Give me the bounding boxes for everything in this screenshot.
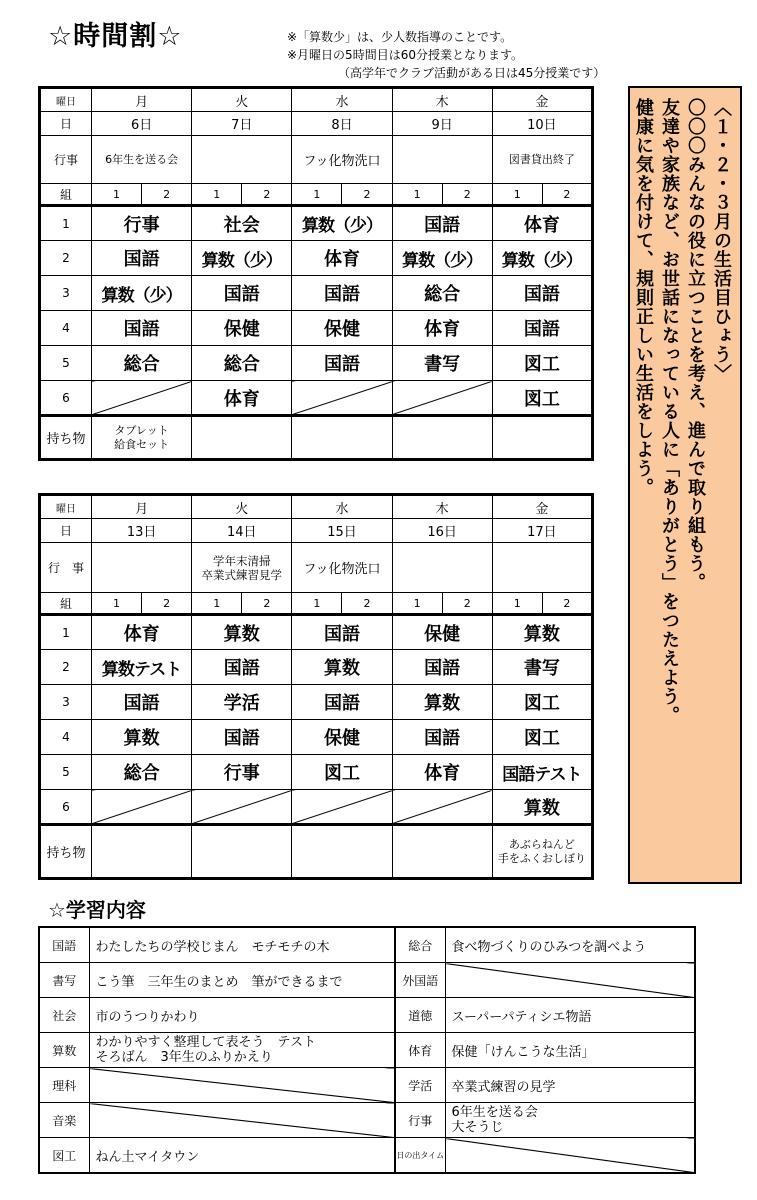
subject-cell: 体育 xyxy=(292,241,392,276)
event-cell xyxy=(392,543,492,593)
subject-cell: 国語 xyxy=(192,720,292,755)
date-label: 日 xyxy=(40,112,92,136)
subject-content: わたしたちの学校じまん モチモチの木 xyxy=(89,927,395,963)
content-row xyxy=(39,927,695,963)
group-cell: 2 xyxy=(342,593,392,615)
subject-cell: 保健 xyxy=(392,615,492,650)
subject-key: 学活 xyxy=(395,1068,445,1103)
subject-cell: 算数 xyxy=(292,650,392,685)
day-header: 木 xyxy=(392,495,492,519)
items-cell xyxy=(392,416,492,460)
subject-content: スーパーパティシエ物語 xyxy=(445,998,695,1033)
subject-cell: 学活 xyxy=(192,685,292,720)
group-cell: 2 xyxy=(442,593,492,615)
period-label: 6 xyxy=(40,381,92,416)
subject-cell: 図工 xyxy=(492,346,592,381)
group-cell: 1 xyxy=(192,593,242,615)
subject-cell: 算数テスト xyxy=(92,650,192,685)
subject-cell: 書写 xyxy=(492,650,592,685)
empty-slot-cell xyxy=(292,790,392,825)
section-title-learning: ☆学習内容 xyxy=(48,898,146,922)
empty-slot-cell xyxy=(292,381,392,416)
subject-cell: 算数 xyxy=(392,685,492,720)
page-title: ☆時間割☆ xyxy=(48,21,183,52)
group-label: 組 xyxy=(40,184,92,206)
event-cell: フッ化物洗口 xyxy=(292,136,392,184)
period-label: 1 xyxy=(40,206,92,241)
subject-key: 図工 xyxy=(39,1138,89,1174)
group-cell: 1 xyxy=(92,184,142,206)
group-cell: 1 xyxy=(492,593,542,615)
subject-cell: 国語 xyxy=(292,276,392,311)
group-cell: 1 xyxy=(392,593,442,615)
goal-line: 友達や家族など、お世話になっている人に「ありがとう」をつたえよう。 xyxy=(659,98,680,725)
empty-content-cell xyxy=(89,1068,395,1103)
subject-key: 算数 xyxy=(39,1033,89,1068)
event-cell xyxy=(392,136,492,184)
group-cell: 2 xyxy=(142,593,192,615)
weekday-label: 曜日 xyxy=(40,88,92,112)
group-cell: 2 xyxy=(342,184,392,206)
subject-content: 市のうつりかわり xyxy=(89,998,395,1033)
subject-cell: 行事 xyxy=(192,755,292,790)
period-label: 3 xyxy=(40,276,92,311)
items-cell xyxy=(292,825,392,879)
period-label: 4 xyxy=(40,720,92,755)
subject-cell: 国語 xyxy=(392,720,492,755)
subject-cell: 国語 xyxy=(92,311,192,346)
subject-content: こう筆 三年生のまとめ 筆ができるまで xyxy=(89,963,395,998)
subject-cell: 国語 xyxy=(92,685,192,720)
group-cell: 2 xyxy=(542,593,592,615)
subject-key: 総合 xyxy=(395,927,445,963)
subject-cell: 算数（少） xyxy=(292,206,392,241)
subject-cell: 国語 xyxy=(492,276,592,311)
group-cell: 2 xyxy=(142,184,192,206)
period-label: 3 xyxy=(40,685,92,720)
empty-slot-cell xyxy=(92,381,192,416)
date-cell: 16日 xyxy=(392,519,492,543)
life-goal-box xyxy=(628,86,742,884)
day-header: 火 xyxy=(192,495,292,519)
items-cell xyxy=(192,825,292,879)
subject-key: 外国語 xyxy=(395,963,445,998)
subject-cell: 算数（少） xyxy=(92,276,192,311)
empty-content-cell xyxy=(445,1138,695,1174)
subject-key: 理科 xyxy=(39,1068,89,1103)
subject-key: 行事 xyxy=(395,1103,445,1138)
subject-cell: 国語 xyxy=(292,346,392,381)
event-cell: 図書貸出終了 xyxy=(492,136,592,184)
empty-slot-cell xyxy=(92,790,192,825)
note-2: ※月曜日の5時間目は60分授業となります。 xyxy=(287,48,524,62)
subject-cell: 総合 xyxy=(192,346,292,381)
subject-cell: 総合 xyxy=(92,346,192,381)
timetable-week-2 xyxy=(38,493,594,880)
day-header: 月 xyxy=(92,88,192,112)
subject-cell: 図工 xyxy=(492,381,592,416)
subject-cell: 書写 xyxy=(392,346,492,381)
subject-key: 社会 xyxy=(39,998,89,1033)
date-cell: 13日 xyxy=(92,519,192,543)
content-row xyxy=(39,998,695,1033)
day-header: 水 xyxy=(292,495,392,519)
items-cell xyxy=(492,416,592,460)
date-cell: 7日 xyxy=(192,112,292,136)
period-label: 6 xyxy=(40,790,92,825)
group-cell: 2 xyxy=(242,184,292,206)
subject-cell: 算数 xyxy=(192,615,292,650)
group-cell: 2 xyxy=(542,184,592,206)
items-cell xyxy=(192,416,292,460)
date-cell: 17日 xyxy=(492,519,592,543)
content-row xyxy=(39,1033,695,1068)
items-cell: タブレット 給食セット xyxy=(92,416,192,460)
subject-cell: 算数 xyxy=(492,790,592,825)
group-cell: 1 xyxy=(292,593,342,615)
content-row xyxy=(39,1138,695,1174)
timetable-week-1 xyxy=(38,86,594,461)
subject-content: わかりやすく整理して表そう テスト そろばん 3年生のふりかえり xyxy=(89,1033,395,1068)
event-cell xyxy=(192,136,292,184)
event-cell xyxy=(492,543,592,593)
content-row xyxy=(39,963,695,998)
subject-cell: 図工 xyxy=(492,685,592,720)
items-label: 持ち物 xyxy=(40,825,92,879)
day-header: 木 xyxy=(392,88,492,112)
goal-heading: 〈１・２・３月の生活目ひょう〉 xyxy=(711,98,732,383)
day-header: 月 xyxy=(92,495,192,519)
subject-cell: 国語 xyxy=(192,650,292,685)
date-cell: 14日 xyxy=(192,519,292,543)
date-cell: 9日 xyxy=(392,112,492,136)
content-row xyxy=(39,1068,695,1103)
date-cell: 15日 xyxy=(292,519,392,543)
empty-slot-cell xyxy=(192,790,292,825)
learning-content-table xyxy=(38,926,696,1174)
subject-cell: 国語テスト xyxy=(492,755,592,790)
event-label: 行 事 xyxy=(40,543,92,593)
note-3: （高学年でクラブ活動がある日は45分授業です） xyxy=(338,66,606,80)
subject-cell: 総合 xyxy=(92,755,192,790)
date-cell: 10日 xyxy=(492,112,592,136)
day-header: 金 xyxy=(492,495,592,519)
subject-cell: 算数 xyxy=(492,615,592,650)
subject-cell: 国語 xyxy=(392,650,492,685)
group-cell: 2 xyxy=(242,593,292,615)
subject-cell: 国語 xyxy=(292,615,392,650)
group-cell: 1 xyxy=(392,184,442,206)
subject-cell: 国語 xyxy=(392,206,492,241)
subject-cell: 国語 xyxy=(292,685,392,720)
subject-content: 6年生を送る会 大そうじ xyxy=(445,1103,695,1138)
period-label: 4 xyxy=(40,311,92,346)
period-label: 1 xyxy=(40,615,92,650)
subject-cell: 保健 xyxy=(192,311,292,346)
group-cell: 1 xyxy=(492,184,542,206)
subject-cell: 行事 xyxy=(92,206,192,241)
goal-line: 〇〇〇みんなの役に立つことを考え、進んで取り組もう。 xyxy=(685,98,706,592)
subject-content: ねん土マイタウン xyxy=(89,1138,395,1174)
subject-key: 書写 xyxy=(39,963,89,998)
subject-cell: 国語 xyxy=(92,241,192,276)
subject-cell: 算数（少） xyxy=(192,241,292,276)
subject-cell: 保健 xyxy=(292,720,392,755)
event-cell: 学年末清掃 卒業式練習見学 xyxy=(192,543,292,593)
subject-cell: 算数（少） xyxy=(492,241,592,276)
subject-content: 卒業式練習の見学 xyxy=(445,1068,695,1103)
subject-key: 道徳 xyxy=(395,998,445,1033)
subject-cell: 体育 xyxy=(392,311,492,346)
event-label: 行事 xyxy=(40,136,92,184)
subject-cell: 社会 xyxy=(192,206,292,241)
day-header: 水 xyxy=(292,88,392,112)
subject-cell: 図工 xyxy=(492,720,592,755)
group-cell: 1 xyxy=(292,184,342,206)
subject-key: 日の出タイム xyxy=(395,1138,445,1174)
items-cell xyxy=(392,825,492,879)
subject-cell: 体育 xyxy=(492,206,592,241)
empty-content-cell xyxy=(89,1103,395,1138)
content-row xyxy=(39,1103,695,1138)
day-header: 火 xyxy=(192,88,292,112)
empty-content-cell xyxy=(445,963,695,998)
subject-key: 音楽 xyxy=(39,1103,89,1138)
date-label: 日 xyxy=(40,519,92,543)
event-cell: 6年生を送る会 xyxy=(92,136,192,184)
empty-slot-cell xyxy=(392,381,492,416)
event-cell: フッ化物洗口 xyxy=(292,543,392,593)
subject-cell: 国語 xyxy=(192,276,292,311)
subject-cell: 図工 xyxy=(292,755,392,790)
event-cell xyxy=(92,543,192,593)
subject-cell: 算数 xyxy=(92,720,192,755)
subject-cell: 体育 xyxy=(192,381,292,416)
subject-cell: 保健 xyxy=(292,311,392,346)
items-label: 持ち物 xyxy=(40,416,92,460)
group-cell: 2 xyxy=(442,184,492,206)
weekday-label: 曜日 xyxy=(40,495,92,519)
items-cell: あぶらねんど 手をふくおしぼり xyxy=(492,825,592,879)
subject-content: 食べ物づくりのひみつを調べよう xyxy=(445,927,695,963)
subject-key: 国語 xyxy=(39,927,89,963)
group-cell: 1 xyxy=(192,184,242,206)
date-cell: 8日 xyxy=(292,112,392,136)
note-1: ※「算数少」は、少人数指導のことです。 xyxy=(287,30,513,44)
subject-key: 体育 xyxy=(395,1033,445,1068)
subject-cell: 国語 xyxy=(492,311,592,346)
goal-line: 健康に気を付けて、規則正しい生活をしよう。 xyxy=(633,98,654,497)
items-cell xyxy=(92,825,192,879)
subject-cell: 総合 xyxy=(392,276,492,311)
day-header: 金 xyxy=(492,88,592,112)
period-label: 2 xyxy=(40,241,92,276)
subject-cell: 体育 xyxy=(392,755,492,790)
group-cell: 1 xyxy=(92,593,142,615)
empty-slot-cell xyxy=(392,790,492,825)
date-cell: 6日 xyxy=(92,112,192,136)
subject-content: 保健「けんこうな生活」 xyxy=(445,1033,695,1068)
subject-cell: 算数（少） xyxy=(392,241,492,276)
items-cell xyxy=(292,416,392,460)
period-label: 5 xyxy=(40,755,92,790)
group-label: 組 xyxy=(40,593,92,615)
period-label: 5 xyxy=(40,346,92,381)
subject-cell: 体育 xyxy=(92,615,192,650)
period-label: 2 xyxy=(40,650,92,685)
